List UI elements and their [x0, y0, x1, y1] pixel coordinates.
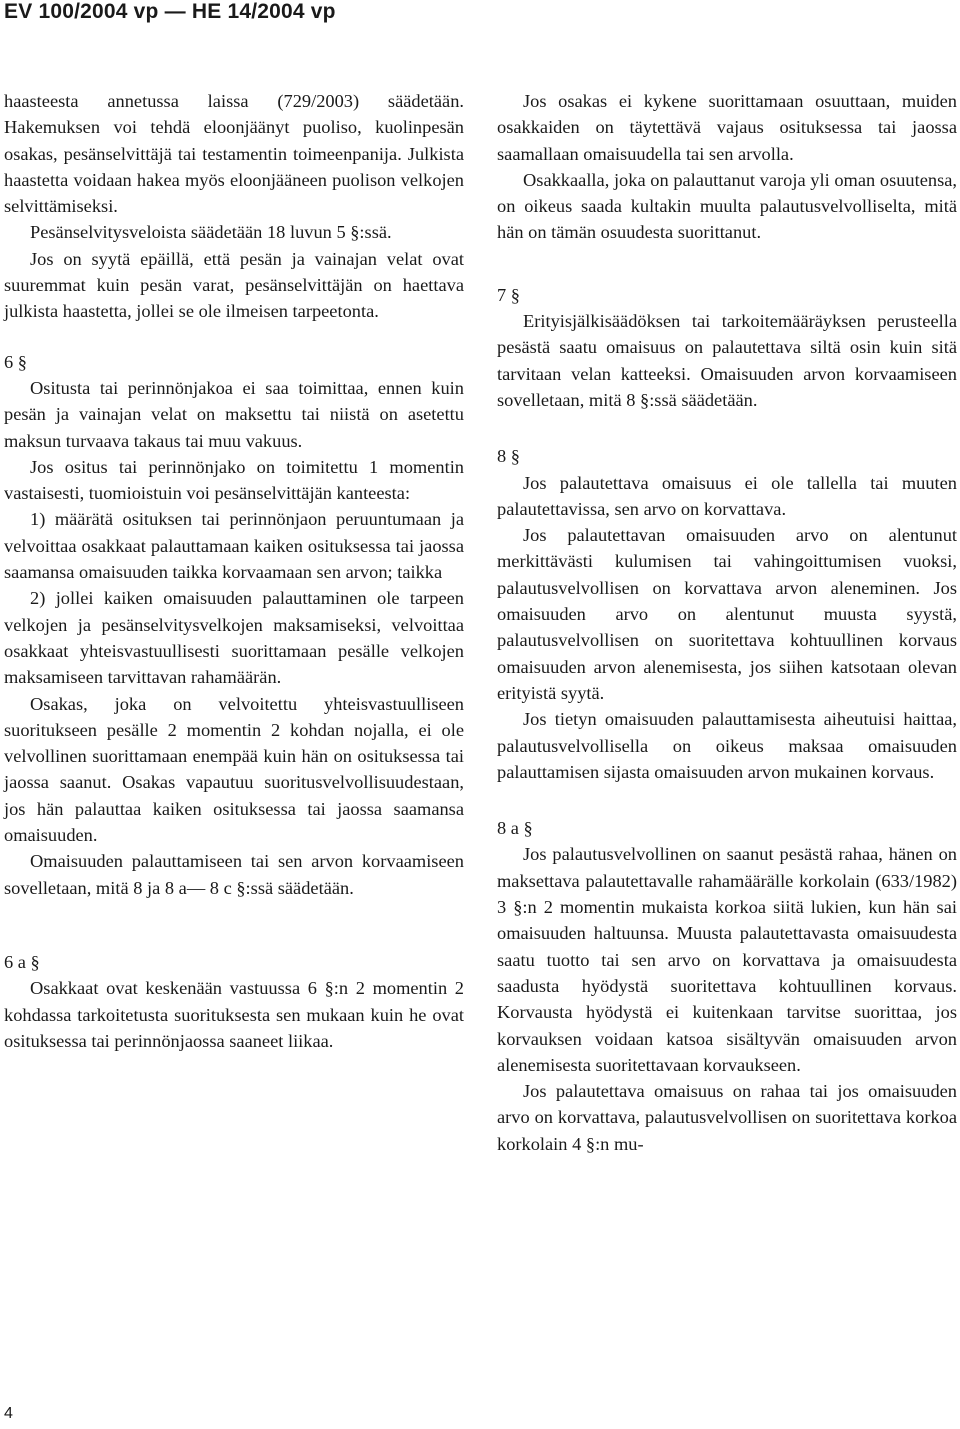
paragraph: Pesänselvitysveloista säädetään 18 luvun 5 §:ssä.	[30, 222, 392, 243]
paragraph: Jos palautusvelvollinen on saanut pesästä rahaa, hänen on maksettava palautettavalle rahamäärälle korkolain (633/1982) 3 §:n 2 momentin mukaista korkoa siitä lukien, kun hän sai omaisuuden haltuunsa. Muusta palautettavasta omaisuudesta saatu tuotto tai sen arvo on korvattava ja omaisuudesta saadusta hyödystä suoritettava kohtuullinen korvaus. Korvausta hyödystä ei kuitenkaan tarvitse suorittaa, jos korvauksen voidaan katsoa sisältyvän omaisuuden arvon alenemisesta suoritettavaan korvaukseen.	[497, 844, 957, 1075]
paragraph: Jos tietyn omaisuuden palauttamisesta aiheutuisi haittaa, palautusvelvollisella on oikeus maksaa omaisuuden palauttamisen sijasta omaisuuden arvon mukainen korvaus.	[497, 709, 957, 782]
paragraph: Jos on syytä epäillä, että pesän ja vainajan velat ovat suuremmat kuin pesän varat, pesänselvittäjän on haettava julkista haastetta, jollei se ole ilmeisen tarpeetonta.	[4, 248, 464, 322]
paragraph: Osakkaat ovat keskenään vastuussa 6 §:n 2 momentin 2 kohdassa tarkoitetusta suorituksesta sen mukaan kuin he ovat osituksessa tai perinnönjaossa saaneet liikaa.	[4, 978, 464, 1051]
paragraph: Ositusta tai perinnönjakoa ei saa toimittaa, ennen kuin pesän ja vainajan velat on maksettu tai niistä on asetettu maksun turvaava takaus tai muu vakuus.	[4, 377, 464, 451]
paragraph: Omaisuuden palauttamiseen tai sen arvon korvaamiseen sovelletaan, mitä 8 ja 8 a— 8 c §:ssä säädetään.	[4, 851, 464, 898]
section-heading-6: 6 §	[4, 351, 27, 372]
paragraph: Jos palautettava omaisuus on rahaa tai jos omaisuuden arvo on korvattava, palautusvelvollisen on suoritettava korkoa korkolain 4 §:n mu-	[497, 1081, 957, 1154]
list-item: 2) jollei kaiken omaisuuden palauttaminen ole tarpeen velkojen ja pesänselvitysvelkojen maksamiseksi, velvoittaa osakkaat yhteisvastuullisesti suorittamaan pesälle velkojen maksamiseen tarvittavan rahamäärän.	[4, 588, 464, 688]
section-heading-7: 7 §	[497, 284, 520, 305]
paragraph: Jos palautettavan omaisuuden arvo on alentunut merkittävästi kulumisen tai vahingoittumisen vuoksi, palautusvelvollisen on korvattava arvon aleneminen. Jos omaisuuden arvo on alentunut muusta syystä, palautusvelvollisen on suoritettava kohtuullinen korvaus omaisuuden arvon alenemisesta, jos siihen katsotaan olevan erityistä syytä.	[497, 525, 957, 703]
section-heading-8: 8 §	[497, 446, 520, 467]
paragraph: haasteesta annetussa laissa (729/2003) säädetään. Hakemuksen voi tehdä eloonjäänyt puoliso, kuolinpesän osakas, pesänselvittäjä tai testamentin toimeenpanija. Julkista haastetta voidaan hakea myös eloonjääneen puolison velkojen selvittämiseksi.	[4, 91, 464, 217]
paragraph: Erityisjälkisäädöksen tai tarkoitemääräyksen perusteella pesästä saatu omaisuus on palautettava siltä osin kuin sitä tarvitaan velan katteeksi. Omaisuuden arvon korvaamiseen sovelletaan, mitä 8 §:ssä säädetään.	[497, 311, 957, 410]
paragraph: Osakas, joka on velvoitettu yhteisvastuulliseen suoritukseen pesälle 2 momentin 2 kohdan nojalla, ei ole velvollinen suorittamaan enempää kuin hän on osituksessa tai jaossa saanut. Osakas vapautuu suoritusvelvollisuudestaan, jos hän palauttaa kaiken osituksessa tai jaossa saamansa omaisuuden.	[4, 693, 464, 846]
paragraph: Jos osakas ei kykene suorittamaan osuuttaan, muiden osakkaiden on täytettävä vajaus osituksessa tai jaossa saamallaan omaisuudella tai sen arvolla.	[497, 91, 957, 164]
document-header: EV 100/2004 vp — HE 14/2004 vp	[4, 0, 336, 23]
page-number: 4	[4, 1405, 13, 1422]
list-item: 1) määrätä osituksen tai perinnönjaon peruuntumaan ja velvoittaa osakkaat palauttamaan kaiken osituksessa tai jaossa saamansa omaisuuden taikka korvaamaan sen arvon; taikka	[4, 509, 464, 583]
paragraph: Jos palautettava omaisuus ei ole tallella tai muuten palautettavissa, sen arvo on korvattava.	[497, 472, 957, 519]
section-heading-6a: 6 a §	[4, 951, 40, 972]
paragraph: Jos ositus tai perinnönjako on toimitettu 1 momentin vastaisesti, tuomioistuin voi pesänselvittäjän kanteesta:	[4, 456, 464, 504]
section-heading-8a: 8 a §	[497, 818, 533, 839]
left-column	[4, 88, 464, 1054]
paragraph: Osakkaalla, joka on palauttanut varoja yli oman osuutensa, on oikeus saada kultakin muulta palautusvelvolliselta, mitä hän on tämän osuudesta suorittanut.	[497, 169, 957, 243]
right-column	[497, 88, 957, 1157]
